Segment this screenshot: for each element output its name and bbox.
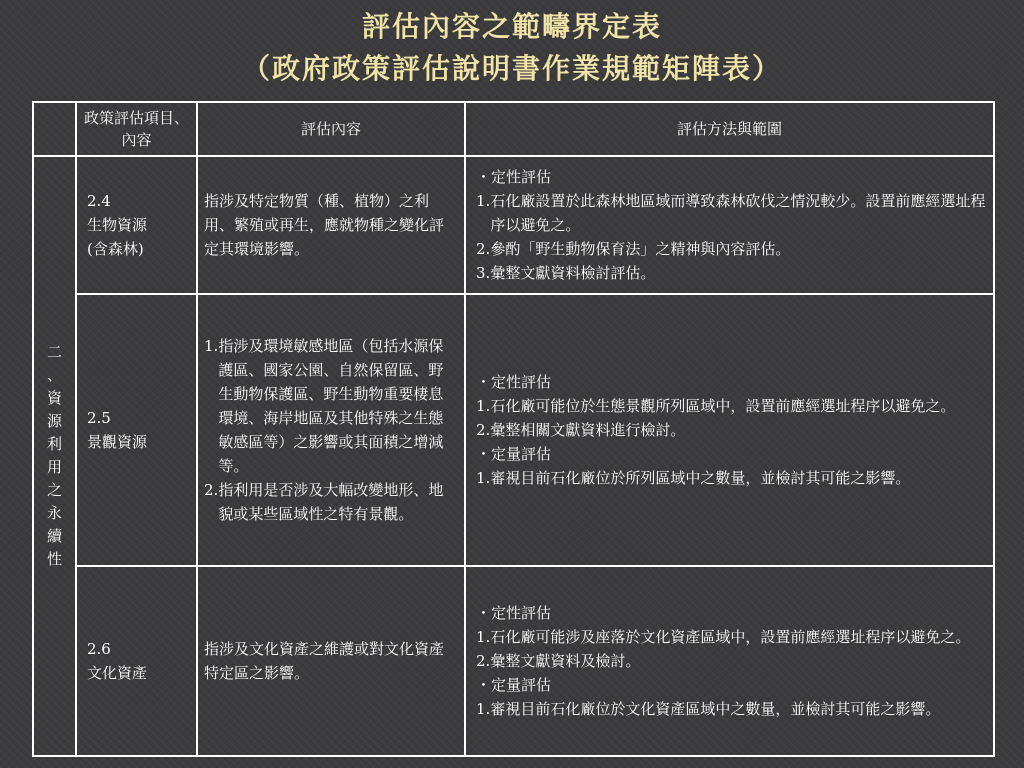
- item-name: 生物資源: [87, 216, 148, 234]
- item-cell: [76, 566, 197, 756]
- content-cell: [197, 156, 465, 294]
- method-item: ・ 定性評估: [476, 373, 552, 391]
- item-subtitle: (含森林): [87, 240, 144, 258]
- table-header-row: [33, 102, 994, 156]
- title-line-1: 評估內容之範疇界定表: [361, 10, 662, 43]
- method-item: 1. 石化廠可能涉及座落於文化資產區域中，設置前應經選址程序以避免之。: [476, 628, 971, 646]
- table-row: [33, 566, 994, 756]
- method-item: 1. 審視目前石化廠位於文化資產區域中之數量，並檢討其可能之影響。: [476, 700, 941, 718]
- slide-title: [0, 6, 1024, 90]
- method-item: ・ 定性評估: [476, 604, 552, 622]
- content-text: 指涉及文化資產之維護或對文化資產特定區之影響。: [204, 640, 445, 682]
- header-category: [33, 102, 76, 156]
- header-policy-item: 政策評估項目、內容: [76, 102, 197, 156]
- method-item: 2. 彙整相關文獻資料進行檢討。: [476, 421, 686, 439]
- category-char: 之: [46, 481, 62, 499]
- header-assessment-content: 評估內容: [197, 102, 465, 156]
- content-item: [204, 189, 458, 261]
- item-number: 2.6: [87, 640, 111, 658]
- item-cell: [76, 156, 197, 294]
- item-name: 景觀資源: [87, 433, 148, 451]
- category-char: 續: [46, 527, 62, 545]
- method-cell: [465, 294, 994, 566]
- item-name: 文化資產: [87, 664, 148, 682]
- method-cell: [465, 156, 994, 294]
- content-text: 指涉及特定物質（種、植物）之利用、繁殖或再生，應就物種之變化評定其環境影響。: [204, 192, 445, 258]
- content-cell: [197, 294, 465, 566]
- category-cell: [33, 156, 76, 756]
- content-item: 2. 指利用是否涉及大幅改變地形、地貌或某些區域性之特有景觀。: [204, 481, 444, 523]
- content-cell: [197, 566, 465, 756]
- item-cell: [76, 294, 197, 566]
- category-char: 利: [46, 435, 62, 453]
- header-method-scope: 評估方法與範圍: [465, 102, 994, 156]
- category-char: 、: [46, 366, 62, 384]
- content-item: 1. 指涉及環境敏感地區（包括水源保護區、國家公園、自然保留區、野生動物保護區、野生動物重要棲息環境、海岸地區及其他特殊之生態敏感區等）之影響或其面積之增減等。: [204, 337, 444, 475]
- category-char: 用: [46, 458, 62, 476]
- content-item: [204, 637, 458, 685]
- item-number: 2.5: [87, 409, 111, 427]
- method-item: 2. 彙整文獻資料及檢討。: [476, 652, 641, 670]
- item-number: 2.4: [87, 192, 111, 210]
- method-item: 1. 石化廠設置於此森林地區域而導致森林砍伐之情況較少。設置前應經選址程序以避免之。: [476, 192, 986, 234]
- method-item: ・ 定量評估: [476, 676, 552, 694]
- method-item: ・ 定性評估: [476, 168, 552, 186]
- table-row: [33, 294, 994, 566]
- category-char: 二: [46, 343, 62, 361]
- category-char: 資: [46, 389, 62, 407]
- method-item: ・ 定量評估: [476, 445, 552, 463]
- scope-matrix-table: [32, 101, 995, 757]
- title-line-2: （政府政策評估說明書作業規範矩陣表）: [241, 52, 782, 85]
- method-item: 1. 審視目前石化廠位於所列區域中之數量，並檢討其可能之影響。: [476, 469, 911, 487]
- method-item: 2. 參酌「野生動物保育法」之精神與內容評估。: [476, 240, 791, 258]
- category-char: 源: [46, 412, 62, 430]
- method-cell: [465, 566, 994, 756]
- category-char: 永: [46, 504, 62, 522]
- method-item: 1. 石化廠可能位於生態景觀所列區域中，設置前應經選址程序以避免之。: [476, 397, 956, 415]
- table-row: [33, 156, 994, 294]
- category-char: 性: [46, 550, 62, 568]
- method-item: 3. 彙整文獻資料檢討評估。: [476, 264, 656, 282]
